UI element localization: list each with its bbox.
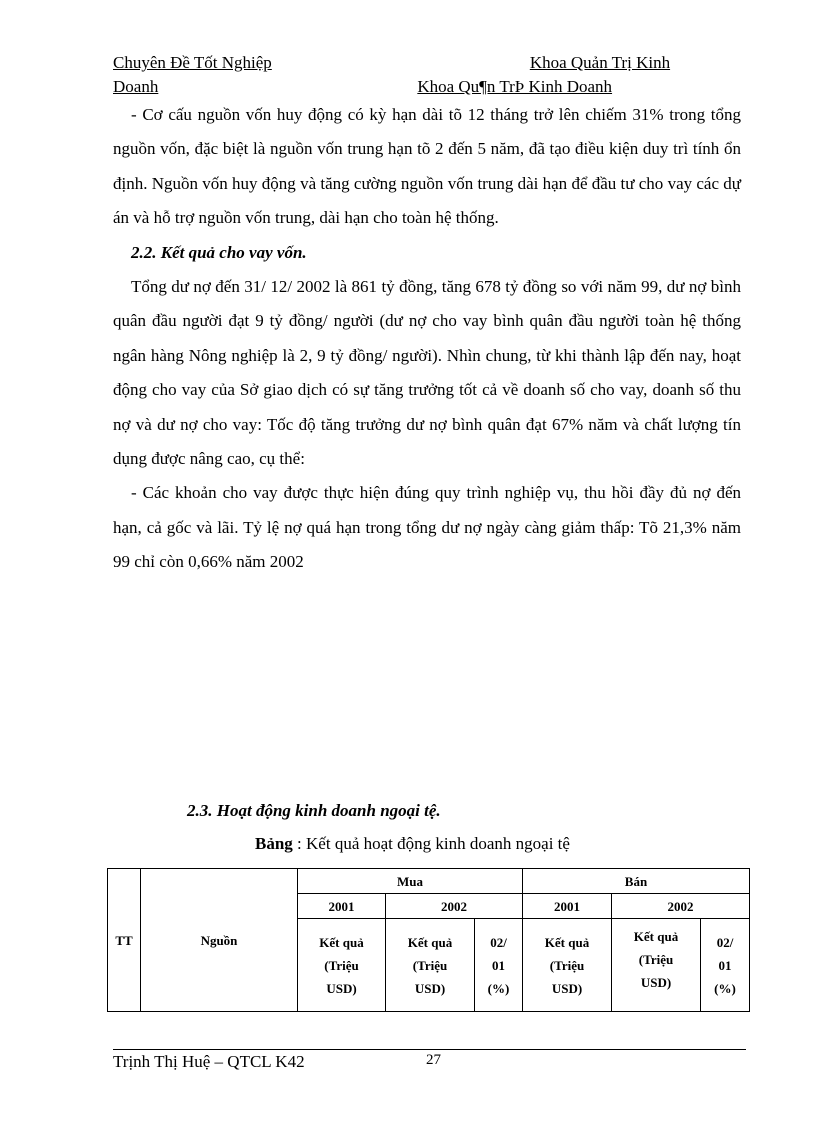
header-title-right: Khoa Quản Trị Kinh <box>529 53 671 72</box>
paragraph-loan-quality: - Các khoản cho vay được thực hiện đúng quy trình nghiệp vụ, thu hồi đầy đủ nợ đến hạn, cả gốc và lãi. Tỷ lệ nợ quá hạn trong tổng dư nợ ngày càng giảm thấp: Tõ 21,3% năm 99 chỉ còn 0,66% năm 2002 <box>113 483 741 572</box>
buy-2002-result: Kết quả (Triệu USD) <box>386 919 475 1012</box>
sell-year-2002: 2002 <box>612 894 750 919</box>
header-line-1 <box>113 53 674 73</box>
header-title-continued: Doanh <box>113 77 159 96</box>
footer-rule <box>113 1049 746 1050</box>
body-text <box>113 98 741 580</box>
col-source: Nguồn <box>141 869 298 1012</box>
header-title-left: Chuyên Đề Tốt Nghiệp <box>113 53 272 72</box>
header-line-2 <box>113 77 612 97</box>
col-group-sell: Bán <box>523 869 750 894</box>
section-heading-2-2: 2.2. Kết quả cho vay vốn. <box>131 242 307 262</box>
col-group-buy: Mua <box>298 869 523 894</box>
header-title-garbled: Khoa Qu¶n TrÞ Kinh Doanh <box>417 77 613 96</box>
sell-2001-result: Kết quả (Triệu USD) <box>523 919 612 1012</box>
table-caption-text: : Kết quả hoạt động kinh doanh ngoại tệ <box>292 834 570 853</box>
footer-page-number: 27 <box>426 1052 441 1068</box>
buy-ratio: 02/ 01 (%) <box>475 919 523 1012</box>
table-caption-label: Bảng <box>255 834 293 853</box>
buy-year-2002: 2002 <box>386 894 523 919</box>
buy-year-2001: 2001 <box>298 894 386 919</box>
paragraph-capital-structure: - Cơ cấu nguồn vốn huy động có kỳ hạn dài tõ 12 tháng trở lên chiếm 31% trong tổng nguồn vốn, đặc biệt là nguồn vốn trung hạn tõ 2 đến 5 năm, đã tạo điều kiện duy trì tính ổn định. Nguồn vốn huy động và tăng cường nguồn vốn trung dài hạn để đầu tư cho vay các dự án và hỗ trợ nguồn vốn trung, dài hạn cho toàn hệ thống. <box>113 105 741 228</box>
col-tt: TT <box>108 869 141 1012</box>
sell-2002-result: Kết quả (Triệu USD) <box>612 919 701 1012</box>
paragraph-outstanding-loans: Tổng dư nợ đến 31/ 12/ 2002 là 861 tỷ đồng, tăng 678 tỷ đồng so với năm 99, dư nợ bình quân đầu người đạt 9 tỷ đồng/ người (dư nợ cho vay bình quân đầu người toàn hệ thống ngân hàng Nông nghiệp là 2, 9 tỷ đồng/ người). Nhìn chung, từ khi thành lập đến nay, hoạt động cho vay của Sở giao dịch có sự tăng trưởng tốt cả về doanh số cho vay, doanh số thu nợ và dư nợ cho vay: Tốc độ tăng trưởng dư nợ bình quân đạt 67% năm và chất lượng tín dụng được nâng cao, cụ thể: <box>113 277 741 469</box>
sell-ratio: 02/ 01 (%) <box>701 919 750 1012</box>
section-heading-2-3: 2.3. Hoạt động kinh doanh ngoại tệ. <box>187 801 441 820</box>
buy-2001-result: Kết quả (Triệu USD) <box>298 919 386 1012</box>
table-caption <box>255 834 570 854</box>
footer-author: Trịnh Thị Huệ – QTCL K42 <box>113 1052 305 1071</box>
fx-results-table <box>107 868 750 1012</box>
sell-year-2001: 2001 <box>523 894 612 919</box>
